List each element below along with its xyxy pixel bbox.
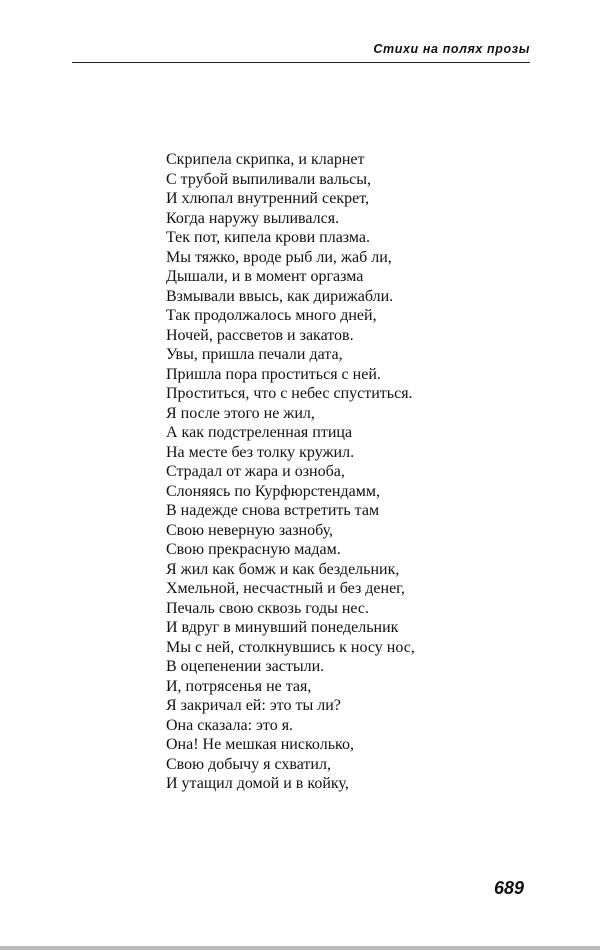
poem-line: Ночей, рассветов и закатов. <box>166 326 354 344</box>
poem-line: Страдал от жара и озноба, <box>166 463 345 480</box>
poem-line: А как подстреленная птица <box>166 424 353 441</box>
page-bottom-edge <box>0 946 600 950</box>
poem-line: Когда наружу выливался. <box>166 209 340 227</box>
poem-line: Взмывали ввысь, как дирижабли. <box>166 287 394 305</box>
poem-line: В оцепенении застыли. <box>166 658 325 675</box>
poem-line: И утащил домой и в койку, <box>166 775 349 792</box>
running-header: Стихи на полях прозы <box>373 42 530 56</box>
poem-line: Она сказала: это я. <box>166 716 294 734</box>
page-number: 689 <box>493 878 524 898</box>
poem-line: Свою прекрасную мадам. <box>166 541 341 558</box>
poem-line: Я после этого не жил, <box>166 404 315 422</box>
poem-line: С трубой выпиливали вальсы, <box>166 170 371 188</box>
poem-line: Я жил как бомж и как бездельник, <box>166 560 400 578</box>
poem-line: Свою добычу я схватил, <box>166 755 331 773</box>
poem <box>166 150 546 794</box>
header-rule <box>72 62 530 63</box>
poem-line: И хлюпал внутренний секрет, <box>166 190 369 207</box>
poem-line: Проститься, что с небес спуститься. <box>166 385 413 402</box>
poem-line: Скрипела скрипка, и кларнет <box>166 151 365 168</box>
poem-line: И, потрясенья не тая, <box>166 677 312 695</box>
poem-line: Тек пот, кипела крови плазма. <box>166 229 371 246</box>
poem-line: Увы, пришла печали дата, <box>166 346 343 363</box>
poem-line: Печаль свою сквозь годы нес. <box>166 599 370 617</box>
poem-line: Дышали, и в момент оргазма <box>166 268 364 285</box>
poem-line: Я закричал ей: это ты ли? <box>166 697 341 714</box>
poem-line: На месте без толку кружил. <box>166 443 355 461</box>
poem-line: Мы с ней, столкнувшись к носу нос, <box>166 638 415 656</box>
poem-line: Свою неверную зазнобу, <box>166 521 334 539</box>
poem-line: Так продолжалось много дней, <box>166 307 377 324</box>
poem-line: В надежде снова встретить там <box>166 502 380 519</box>
poem-line: И вдруг в минувший понедельник <box>166 619 399 636</box>
poem-line: Пришла пора проститься с ней. <box>166 365 381 383</box>
poem-line: Хмельной, несчастный и без денег, <box>166 580 405 597</box>
poem-line: Она! Не мешкая нисколько, <box>166 736 354 753</box>
poem-line: Мы тяжко, вроде рыб ли, жаб ли, <box>166 248 392 266</box>
poem-line: Слоняясь по Курфюрстендамм, <box>166 482 380 500</box>
